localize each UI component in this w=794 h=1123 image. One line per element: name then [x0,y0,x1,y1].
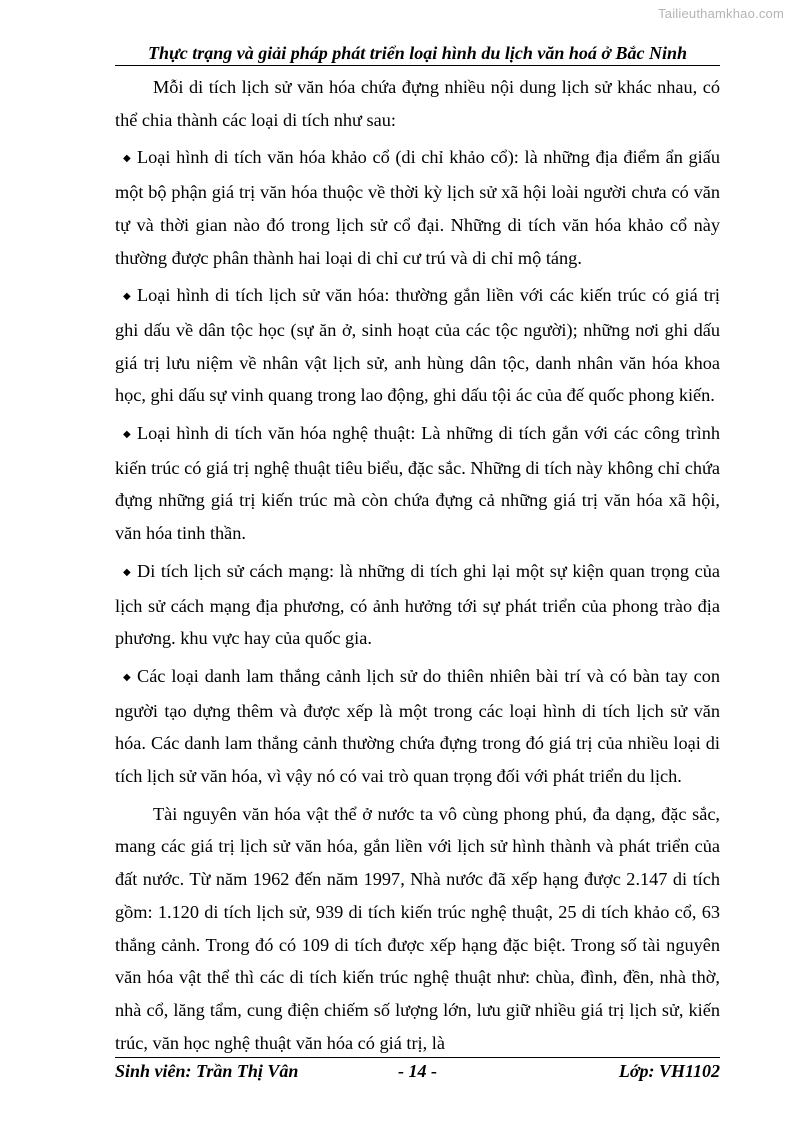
bullet-item-revolutionary [115,555,720,655]
diamond-bullet-icon: ◆ [123,429,131,441]
header-divider [115,65,720,66]
bullet-text: Loại hình di tích văn hóa nghệ thuật: Là những di tích gắn với các công trình kiến trúc có giá trị nghệ thuật tiêu biểu, đặc sắc. Những di tích này không chỉ chứa đựng những giá trị kiến trúc mà còn chứa đựng cả những giá trị văn hóa xã hội, văn hóa tinh thần. [115,423,720,544]
footer-divider [115,1057,720,1058]
diamond-bullet-icon: ◆ [123,291,131,303]
diamond-bullet-icon: ◆ [123,671,131,683]
page-header-title: Thực trạng và giải pháp phát triển loại hình du lịch văn hoá ở Bắc Ninh [147,43,688,63]
document-body [115,71,720,1059]
bullet-text: Loại hình di tích văn hóa khảo cổ (di chỉ khảo cổ): là những địa điểm ẩn giấu một bộ phận giá trị văn hóa thuộc về thời kỳ lịch sử xã hội loài người chưa có văn tự và thời gian nào đó trong lịch sử cổ đại. Những di tích văn hóa khảo cổ này thường được phân thành hai loại di chỉ cư trú và di chỉ mộ táng. [115,147,720,268]
watermark: Tailieuthamkhao.com [658,6,784,21]
bullet-item-archaeological [115,141,720,274]
footer-page-number: - 14 - [398,1061,437,1081]
footer-student: Sinh viên: Trần Thị Vân [115,1061,299,1081]
page-footer [115,1061,720,1083]
diamond-bullet-icon: ◆ [123,153,131,165]
bullet-item-historical-cultural [115,279,720,412]
diamond-bullet-icon: ◆ [123,566,131,578]
bullet-text: Loại hình di tích lịch sử văn hóa: thường gắn liền với các kiến trúc có giá trị ghi dấu về dân tộc học (sự ăn ở, sinh hoạt của các tộc người); những nơi ghi dấu giá trị lưu niệm về nhân vật lịch sử, anh hùng dân tộc, danh nhân văn hóa khoa học, ghi dấu sự vinh quang trong lao động, ghi dấu tội ác của đế quốc phong kiến. [115,285,720,406]
closing-paragraph: Tài nguyên văn hóa vật thể ở nước ta vô cùng phong phú, đa dạng, đặc sắc, mang các giá trị lịch sử văn hóa, gắn liền với lịch sử hình thành và phát triển của đất nước. Từ năm 1962 đến năm 1997, Nhà nước đã xếp hạng được 2.147 di tích gồm: 1.120 di tích lịch sử, 939 di tích kiến trúc nghệ thuật, 25 di tích khảo cổ, 63 thắng cảnh. Trong đó có 109 di tích được xếp hạng đặc biệt. Trong số tài nguyên văn hóa vật thể thì các di tích kiến trúc nghệ thuật như: chùa, đình, đền, nhà thờ, nhà cổ, lăng tẩm, cung điện chiếm số lượng lớn, lưu giữ nhiều giá trị lịch sử, kiến trúc, văn học nghệ thuật văn hóa có giá trị, là [115,803,720,1053]
bullet-text: Di tích lịch sử cách mạng: là những di tích ghi lại một sự kiện quan trọng của lịch sử cách mạng địa phương, có ảnh hưởng tới sự phát triển của phong trào địa phương. khu vực hay của quốc gia. [115,560,720,649]
bullet-item-scenic [115,660,720,793]
intro-paragraph: Mỗi di tích lịch sử văn hóa chứa đựng nhiều nội dung lịch sử khác nhau, có thể chia thành các loại di tích như sau: [115,77,720,130]
footer-class: Lớp: VH1102 [618,1061,720,1081]
bullet-item-art [115,417,720,550]
bullet-text: Các loại danh lam thắng cảnh lịch sử do thiên nhiên bài trí và có bàn tay con người tạo dựng thêm và được xếp là một trong các loại hình di tích lịch sử văn hóa. Các danh lam thắng cảnh thường chứa đựng trong đó giá trị của nhiều loại di tích lịch sử văn hóa, vì vậy nó có vai trò quan trọng đối với phát triển du lịch. [115,665,720,787]
